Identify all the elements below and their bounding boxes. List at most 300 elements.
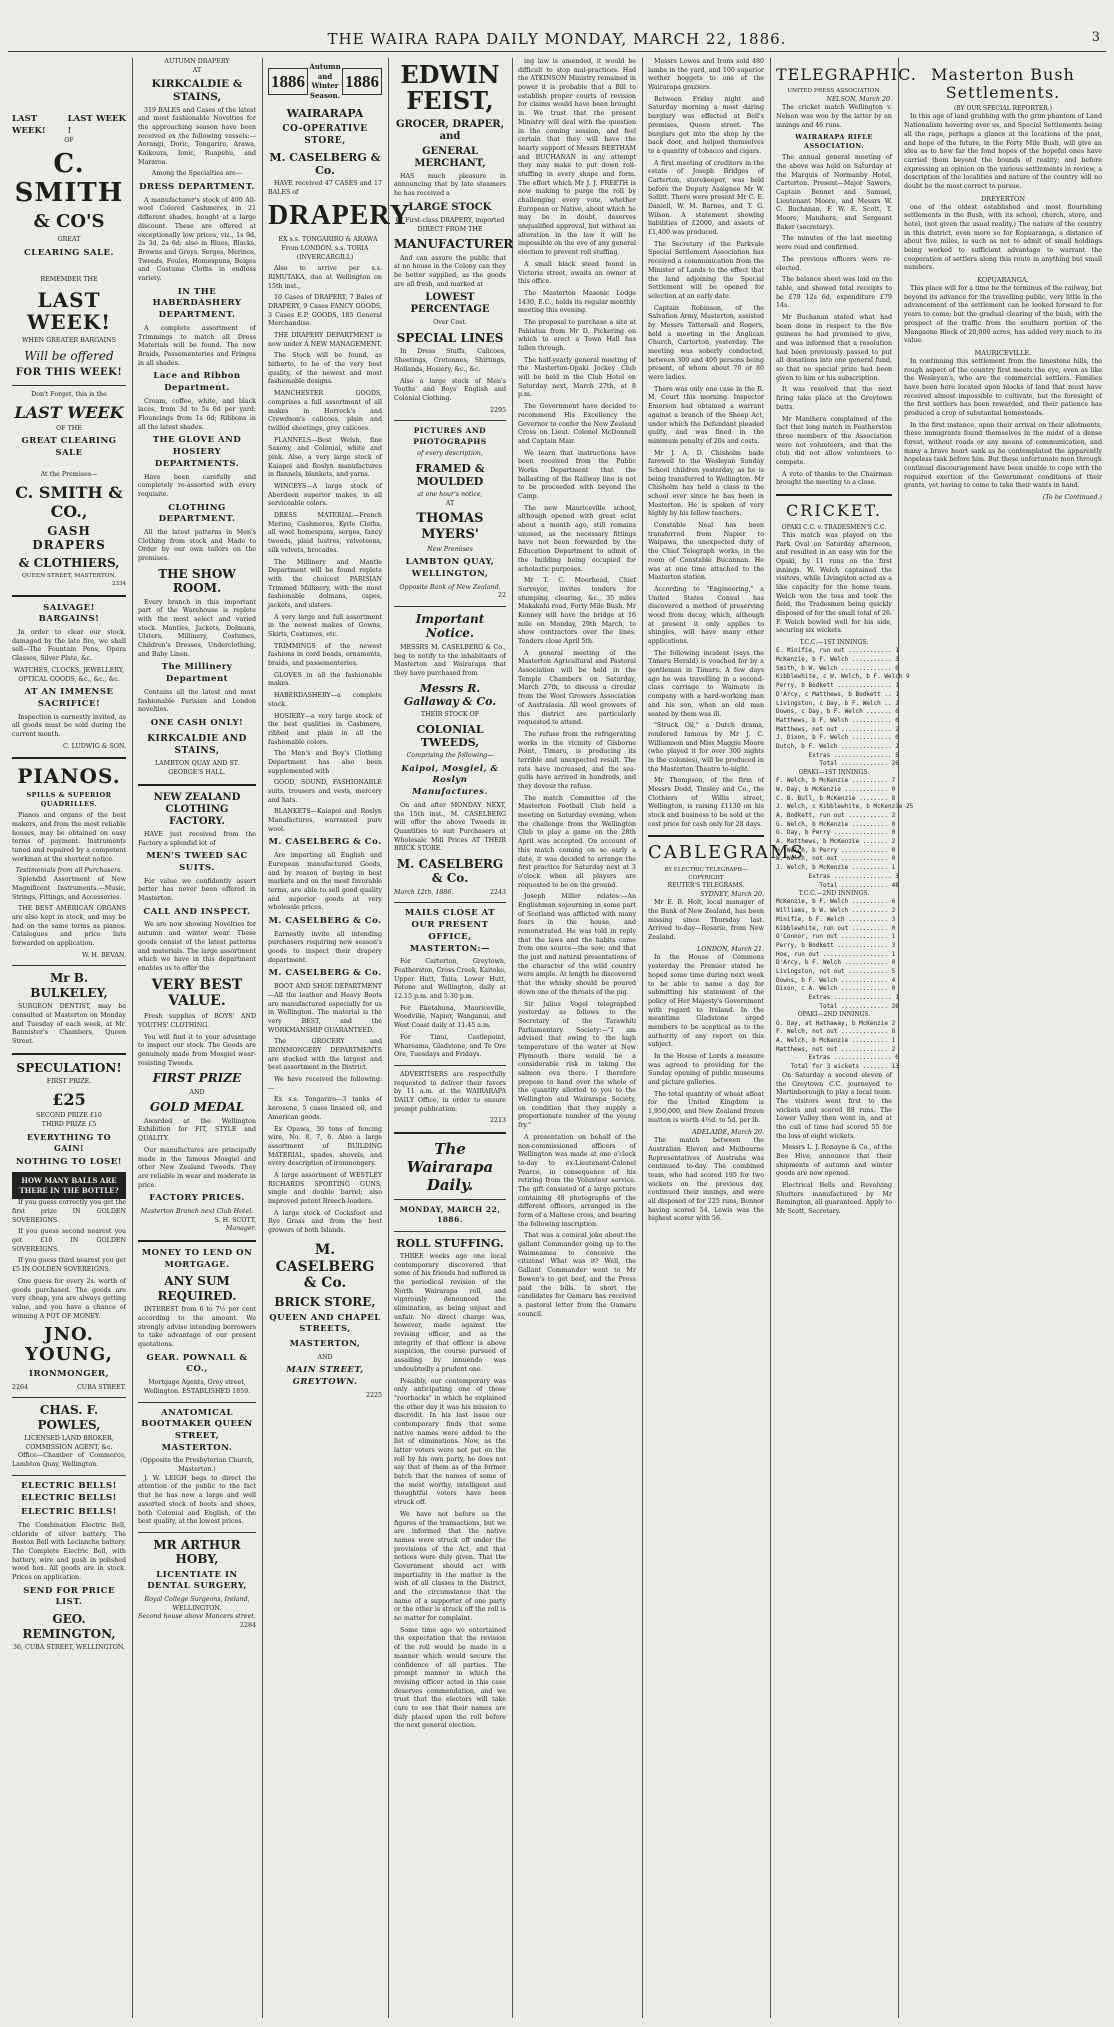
- ad-text: Office—Chamber of Commerce, Lambton Quay, Wellington.: [12, 1452, 126, 1469]
- ad-heading: DRAPERY: [268, 200, 411, 232]
- ad-text: For Tinui, Castlepoint, Whareama, Gladstone, and Te Ore Ore, Tuesdays and Fridays.: [394, 1033, 506, 1059]
- article-paragraph: In the first instance, upon their arrival on their allotments, these immigrants found themselves in the midst of a dense forest, without roads or any means of communication, and many a brave heart sank as he contemplated the apparently hopeless task before him. But these unfortunate men through continual discouragement have been unable to cope with the required exertion of the Government conditions of their grants, yet having to come to take their wants in hand.: [904, 421, 1102, 490]
- column-8: [904, 58, 1102, 2018]
- ad-text: Royal College Surgeons, Ireland,: [144, 1596, 250, 1604]
- section-subheading: REUTER'S TELEGRAMS.: [667, 882, 745, 890]
- section-subheading: MAURICEVILLE.: [974, 348, 1032, 357]
- ad-heading: 1886: [268, 68, 308, 95]
- ad-text: Testimonials from all Purchasers.: [15, 867, 123, 875]
- ad-text: 10 Cases of DRAPERY, 7 Bales of DRAPERY, 9 Cases FANCY GOODS, 3 Cases E.P. GOODS, 185 General Merchandise.: [268, 294, 382, 328]
- ad-text: Also a large stock of Men's Youths' and Boys' English and Colonial Clothing.: [394, 377, 506, 402]
- ad-heading: AT AN IMMENSE SACRIFICE!: [24, 687, 114, 709]
- ad-heading: M. CASELBERG & Co.: [275, 1241, 375, 1292]
- ad-number: 2295: [489, 406, 506, 414]
- article-paragraph: We have not before us the figures of the transactions, but we are informed that the native names were struck off under the provisions of the Act, and that notices were duly given. That the Government should act with impartiality in the matter is the wish of all classes in the District, and the circumstance that the name of a supporter of one party or the other is struck off the roll is no matter for complaint.: [394, 1510, 506, 1623]
- score-heading: T.C.C.—1ST INNINGS.: [799, 639, 869, 647]
- ad-text: MANCHESTER GOODS, comprises a full assortment of all makes in Horrock's and Crewdson's calicoes, plain and twilled sheetings, grey calicoes.: [268, 390, 382, 432]
- column-6: [648, 58, 805, 2018]
- article-paragraph: The minutes of the last meeting were read and confirmed.: [776, 235, 892, 252]
- article-paragraph: According to "Engineering," a United States Consul has discovered a method of preserving wood from decay, which, although at present it only applies to shingles, will have many other applications.: [648, 585, 764, 645]
- ad-text: If you guess correctly you get the first prize IN GOLDEN SOVEREIGNS.: [12, 1199, 126, 1224]
- article-paragraph: Messrs Lowes and Irons sold 480 lambs in the yard, and 100 superior wether hoggets to one of the Wairarapa graziers.: [648, 58, 764, 92]
- ad-text: HAVE just received from the Factory a splendid lot of: [138, 830, 256, 847]
- ad-text: A manufacturer's stock of 400 All-wool Colored Cashmeres, in 21 different shades, bought at a large discount. These are offered at exceptionally low prices, viz., 1s 9d, 2s 3d, 2s 6d; also in Blues, Blacks, Browns and Greys. Serges, Merinos, Tweeds, Foules, Homespuns, Beiges and Costume Cloths in endless variety.: [138, 196, 256, 282]
- ad-text: A large stock of Cocksfoot and Rye Grass and from the best growers of both Islands.: [268, 1209, 382, 1235]
- ad-text: If you guess second nearest you get £10 IN GOLDEN SOVEREIGNS.: [12, 1228, 126, 1253]
- page-number: 3: [1091, 30, 1100, 45]
- article-byline: (BY OUR SPECIAL REPORTER.): [953, 105, 1053, 113]
- continued-note: (To be Continued.): [1042, 494, 1102, 502]
- dateline: ADELAIDE, March 20.: [692, 1128, 764, 1136]
- ad-heading: GOLD MEDAL: [149, 1100, 245, 1115]
- article-heading: ROLL STUFFING.: [396, 1236, 504, 1250]
- ad-text: We are now showing Novelties for autumn and winter wear. These goods consist of the latest patterns and materials. The large assortment which we have in this department enables us to offer the: [138, 921, 256, 972]
- ad-heading: KIRKCALDIE AND STAINS,: [147, 733, 247, 757]
- ad-text: THEIR STOCK OF: [420, 710, 480, 718]
- ad-heading: JNO. YOUNG,: [25, 1324, 113, 1366]
- ad-heading: Lace and Ribbon Department.: [153, 371, 241, 393]
- ad-heading: BRICK STORE,: [274, 1295, 376, 1310]
- scorecard: McKenzie, b F. Welch .......... 6 Williams, b W. Welch .......... 2 Minifie, b F. Welch ........... 3 Kibblewhite, run out .......... 0 O'Connor, run out ............. 1 Perry, b Bodkett .............. 3 Hoe, run out .................. 1 D'Arcy, b F. Welch ............ 0 Livingston, not out ........... 5 Downs, b F. Welch ............. 4 Dixon, c A. Welch ............. 0 Extras ................ 1 Total ............. 26: [776, 898, 899, 1010]
- ad-heading: M. CASELBERG & Co.: [269, 150, 381, 177]
- ad-heading: LICENTIATE IN DENTAL SURGERY,: [147, 1569, 247, 1592]
- article-paragraph: The new Mauriceville school, although opened with great eclat about a month ago, still remains unused, as the necessary fittings have not been forwarded by the Education Department to admit of the building being occupied for scholastic purposes.: [518, 504, 636, 573]
- ad-text: DRESS MATERIAL—French Merino, Cashmeres, Kyrle Cloths, all wool homespuns, serges, fancy tweeds, plaid lustres, velveteens, silk velvets, brocades.: [268, 512, 382, 554]
- ad-heading: CLOTHING DEPARTMENT.: [158, 502, 236, 525]
- ad-heading: C. SMITH & CO.,: [15, 482, 123, 521]
- ad-text: Manager.: [225, 1225, 256, 1233]
- article-paragraph: Mr E. B. Holt, local manager of the Bank of New Zealand, has been missing since Thursday last. Arrived to-day—Rosarie, from New Zealand.: [648, 899, 764, 942]
- ad-heading: EVERYTHING TO GAIN!: [26, 1132, 112, 1154]
- article-paragraph: Between Friday night and Saturday morning a most daring burglary was effected at Bell's premises, Queen street. The burglars got into the shop by the back door, and helped themselves to a quantity of tobacco and cigars.: [648, 95, 764, 155]
- article-paragraph: The half-yearly general meeting of the Masterton-Opaki Jockey Club will be held in the Club Hotel on Saturday next, March 27th, at 8 p.m.: [518, 356, 636, 399]
- ad-text: J. W. LEIGH begs to direct the attention of the public to the fact that he has now a large and well assorted stock of boots and shoes, both Colonial and English, of the best quality, at the lowest prices.: [138, 1474, 256, 1526]
- article-paragraph: On Saturday a second eleven of the Greytown C.C. journeyed to Martinborough to play a local team. The visitors went first to the wickets and scored 88 runs. The Lower Valley then went in, and at the call of time had scored 55 for the loss of eight wickets.: [776, 1071, 892, 1140]
- column-rule: [770, 58, 771, 2018]
- ad-text: We have received the following:—: [268, 1076, 382, 1092]
- article-paragraph: This match was played on the Park Oval on Saturday afternoon, and resulted in an easy win for the Opaki, by 11 runs on the first innings. W. Welch captained the visitors, while Livingston acted as a like capacity for the home team. Welch won the toss and took the field, the Tradesmen being quickly disposed of for the small total of 26. F. Welch bowled well for his side, securing six wickets.: [776, 531, 892, 635]
- ad-heading: THE SHOW ROOM.: [158, 566, 236, 596]
- ad-text: March 12th, 1886.: [394, 888, 454, 896]
- ad-text: of every description,: [417, 449, 483, 457]
- ad-text: QUEEN STREET, MASTERTON.: [22, 573, 116, 580]
- ad-text: For Carterton, Greytown, Featherston, Cross Creek, Kaitoke, Upper Hutt, Taita, Lower Hutt, Petone and Wellington, daily at 12.15 p.m. and 5.30 p.m.: [394, 958, 506, 1001]
- ad-heading: GEO. REMINGTON,: [22, 1612, 116, 1641]
- ad-text: All the latest patterns in Men's Clothing from stock and Made to Order by our own tailors on the premises.: [138, 529, 256, 563]
- article-paragraph: The cricket match Wellington v. Nelson was won by the latter by an innings and 46 runs.: [776, 104, 892, 129]
- article-paragraph: The annual general meeting of the above was held on Saturday at the Marquis of Normanby Hotel, Carterton. Present—Major Sawers, Captain Bennet and Samuel, Lieutenant Moore, and Messrs W. C. Buchanan, F. W. E. Scott, T. Moore, Manihera, and Sergeant Baker (secretary).: [776, 154, 892, 231]
- article-paragraph: The match between the Australian Eleven and Melbourne Representatives of Australia was continued to-day. The combined team, who had scored 195 for two wickets on the previous day, continued their innings, and were all disposed of for 225 runs, Bonnor having scored 54. Lewis was the highest scorer with 56.: [648, 1137, 764, 1223]
- ad-text: Our manufactures are principally made in the famous Mosgiel and other New Zealand Tweeds. They are reliable in wear and moderate in price.: [138, 1146, 256, 1189]
- article-paragraph: Joseph Miller relates:—An Englishman sojourning in some part of Scotland was afflicted with many fears in the house, and remonstrated. He was told in reply that the laws and the habits came from one source—the sow; and that the just and natural presentations of the character of the wild country were ample. At length he discovered that the whisky should be poured down one of the throats of the pig.: [518, 893, 636, 996]
- ad-text: On and after MONDAY NEXT, the 15th inst., M. CASELBERG will offer the above Tweeds in Quantities to suit Purchasers at Wholesale Mill Prices AT THEIR BRICK STORE.: [394, 801, 506, 853]
- ad-text: THE DRAPERY DEPARTMENT is now under A NEW MANAGEMENT.: [268, 332, 382, 348]
- article-paragraph: That was a comical joke about the gallant Commander going up to the Waimeamea to conceive the citizens! What was it? Well, the Gallant Commander went to Mr Bowen's to get beef, and the Press paid the bills. In short the candidates for Oamaru has received a pastoral letter from the Oamaru council.: [518, 1232, 636, 1318]
- ad-text: Every branch in this important part of the Warehouse is replete with the most select and varied stock. Mantles, Jackets, Dolmans, Ulsters, Millinery, Costumes, Children's Dresses, Underclothing, and Baby Linen.: [138, 598, 256, 658]
- ad-text: EX s.s. TONGARIRO & ARAWA From LONDON. s.s. TORIA (INVERCARGILL): [278, 236, 378, 261]
- article-paragraph: A first meeting of creditors in the estate of Joseph Bridges of Carterton, storekeeper, was held before the Deputy Assignee Mr W. Sollitt. There were present Mr C. E. Daniell, W. M. Barnes, and T. G. Wilson. A statement showing liabilities of £2000, and assets of £1,400 was produced.: [648, 159, 764, 237]
- ad-text: HAVE received 47 CASES and 17 BALES of: [268, 180, 382, 196]
- ad-heading: MAILS CLOSE AT OUR PRESENT OFFICE, MASTERTON:—: [404, 908, 496, 954]
- article-paragraph: Constable Neal has been transferred from Napier to Waipawa, the unexpected duty of the Chief Telegraph works, in the room of Constable Bucannan. He was at one time attached to the Masterton station.: [648, 522, 764, 582]
- article-paragraph: Some time ago we entertained the expectation that the revision of the roll would be made in a manner which would secure the confidence of all parties. The prompt manner in which the revising officer acted in this case deserves commendation, and we trust that the electors will take care to see that their names are duly placed upon the roll before the next general election.: [394, 1626, 506, 1730]
- ad-text: Fresh supplies of BOYS' AND YOUTHS' CLOTHING.: [138, 1013, 256, 1029]
- article-paragraph: "Struck Oil," a Dutch drama, rendered famous by Mr J. C. Williamson and Miss Maggie Moore (who played it for over 300 nights in the colonies), will be produced in the Masterton Theatre to-night.: [648, 722, 764, 773]
- ad-heading: LAST WEEK: [14, 402, 124, 422]
- article-paragraph: A general meeting of the Masterton Agricultural and Pastoral Association will be held in the Temple Chambers on Saturday, March 27th, to discuss a circular from the Wool Growers Association of Australasia. All wool growers of this district are particularly requested to attend.: [518, 649, 636, 727]
- ad-text: Contains all the latest and most fashionable Parisian and London novelties.: [138, 688, 256, 714]
- ad-text: LICENSED LAND BROKER, COMMISSION AGENT, &c.: [24, 1435, 114, 1451]
- ad-text: GREAT: [57, 235, 81, 243]
- ad-heading: M. CASELBERG & Co.: [268, 837, 382, 848]
- ad-text: And can assure the public that at no house in the Colony can they be better supplied, as the goods are all fresh, and marked at: [394, 254, 506, 288]
- score-heading: OPAKI—2ND INNINGS.: [797, 1011, 871, 1019]
- ad-signature: S. H. SCOTT,: [214, 1216, 256, 1224]
- ad-text: MESSRS M. CASELBERG & Co., beg to notify to the inhabitants of Masterton and Wairarapa that they have purchased from: [394, 643, 506, 677]
- ad-heading: SPECIAL LINES: [396, 331, 504, 346]
- section-heading: CRICKET.: [786, 501, 882, 521]
- score-heading: T.C.C.—2ND INNINGS.: [798, 890, 870, 898]
- ad-heading: Mr B. BULKELEY,: [30, 971, 108, 1000]
- ad-heading: M. CASELBERG & Co.: [268, 968, 382, 979]
- article-paragraph: ing law is amended, it would be difficult to stop mal-practices. Had the ATKINSON Ministry remained in power it is probable that a Bill to establish proper courts of revision for claims would have been brought in. We trust that the present Ministry will deal with the question in the coming session, and feel certain that they will have the hearty support of Messrs BEETHAM and BUCHANAN in any attempt they may make to put down roll-stuffing in every shape and form. The effort which Mr J. J. FREETH is now making to purge the roll by challenging every vote, whether European or Native, about which he may be in doubt, deserves unqualified approval, but without an alteration in the law it will be impossible on the eve of any general election to prevent roll stuffing.: [518, 58, 636, 257]
- ad-text: THIRD PRIZE £5: [41, 1120, 97, 1128]
- ad-heading: WAIRARAPA: [286, 106, 364, 120]
- ad-heading: GREAT CLEARING SALE: [21, 436, 117, 459]
- ad-heading: FACTORY PRICES.: [149, 1193, 245, 1204]
- ad-text: You will find it to your advantage to inspect our stock. The Goods are genuinely made from Mosgiel wear-resisting Tweeds.: [138, 1033, 256, 1067]
- article-paragraph: THREE weeks ago one local contemporary discovered that some of his friends had suffered in the periodical revision of the North Wairarapa roll, and vigorously denounced the elimination, as being unjust and unfair. No direct charge was, however, made against the revising officer, and as the integrity of that officer is above suspicion, the course pursued of assailing by innuendo was undoubtedly a prudent one.: [394, 1252, 506, 1373]
- article-paragraph: Mr Manihera complained of the fact that long match in Featherston three members of the Association were not volunteers, and that the club did not allow volunteers to compete.: [776, 415, 892, 466]
- masthead: [0, 0, 1114, 60]
- ad-heading: MASTERTON,: [289, 1338, 361, 1349]
- ad-text: Among the Specialties are—: [151, 170, 243, 178]
- ad-heading: HOW MANY BALLS ARE THERE IN THE BOTTLE?: [12, 1172, 126, 1199]
- column-rule: [262, 58, 263, 2018]
- ad-text: A very large and full assortment in the newest makes of Gowns, Skirts, Costumes, etc.: [268, 613, 382, 639]
- ad-text: Awarded at the Wellington Exhibition for FIT, STYLE and QUALITY.: [138, 1117, 256, 1143]
- ad-heading: ANY SUM REQUIRED.: [157, 1274, 237, 1303]
- ad-text: AUTUMN DRAPERY: [164, 58, 230, 65]
- article-paragraph: A presentation on behalf of the non-commissioned officers of Wellington was made at one o'clock to-day to ex-Lieutenant-Colonel Pearce, in consequence of his retiring from the Volunteer service. The gift consisted of a large picture containing 48 photographs of the different officers, arranged in the form of a Maltese cross, and bearing the following inscription.: [518, 1133, 636, 1228]
- ad-signature: W. H. BEVAN.: [82, 951, 126, 959]
- ad-heading: PIANOS.: [17, 764, 121, 789]
- ad-text: AT: [445, 499, 455, 507]
- ad-text: Ex s.s. Tongariro—3 tanks of kerosene, 5 cases linseed oil, and American goods.: [268, 1096, 382, 1121]
- dateline: NELSON, March 20.: [826, 95, 892, 103]
- ad-text: THE BEST AMERICAN ORGANS are also kept in stock, and may be had on the same terms as pianos. Catalogues and price lists forwarded on application.: [12, 905, 126, 947]
- column-7: [776, 58, 917, 2018]
- ad-heading: Important Notice.: [415, 612, 485, 641]
- article-paragraph: A vote of thanks to the Chairman brought the meeting to a close.: [776, 470, 892, 487]
- ad-text: WELLINGTON.: [172, 1604, 222, 1612]
- ad-heading: THE GLOVE AND HOSIERY DEPARTMENTS.: [152, 435, 242, 469]
- ad-heading: QUEEN AND CHAPEL STREETS,: [269, 1312, 381, 1335]
- ad-heading: 1886: [342, 68, 382, 95]
- ad-text: Mortgage Agents, Grey street, Wellington. ESTABLISHED 1859.: [143, 1379, 251, 1395]
- ad-text: BLANKETS—Kaiapoi and Roslyn Manufactures, warranted pure wool.: [268, 808, 382, 833]
- section-subheading: DREYERTON: [980, 194, 1026, 203]
- ad-heading: The Millinery Department: [161, 662, 233, 685]
- ad-heading: LAST WEEK!: [12, 114, 46, 136]
- ad-heading: & CLOTHIERS,: [18, 555, 120, 570]
- ad-text: 319 BALES and Cases of the latest and most fashionable Novelties for the approaching season have been received ex the following vessels:—Aorangi, Doric, Tongariro, Arawa, Kaikoura, Ionic, Ruapehu, and Mararoa.: [138, 106, 256, 166]
- article-paragraph: In the House of Commons yesterday the Premier stated he hoped some time during next week to be able to name a day for submitting his statement of the policy of Her Majesty's Government with regard to Ireland. In the meantime Gladstone urged members to be sceptical as to the authority of any report on this subject.: [648, 954, 764, 1049]
- article-paragraph: In the House of Lords a measure was agreed to providing for the Sunday opening of public museums and picture galleries.: [648, 1053, 764, 1087]
- ad-text: For Eketahuna, Mauriceville, Woodville, Napier, Wanganui, and West Coast daily at 11.45 a.m.: [394, 1004, 506, 1030]
- column-rule: [642, 58, 643, 2018]
- ad-heading: M. CASELBERG & Co.: [268, 916, 382, 927]
- ad-text: CUBA STREET.: [76, 1383, 126, 1391]
- ad-number: 2243: [489, 888, 506, 896]
- article-paragraph: The proposal to purchase a site at Pahiatua from Mr D. Pickering on which to erect a Town Hall has fallen through.: [518, 318, 636, 352]
- section-subheading: OPAKI C.C. v. TRADESMEN'S C.C.: [781, 523, 887, 531]
- dateline: SYDNEY, March 20.: [700, 890, 764, 898]
- ad-text: Cream, coffee, white, and black laces, from 3d to 5s 6d per yard; Flouncings from 1s 6d; Ribbons in all the latest shades.: [138, 397, 256, 431]
- ad-heading: ANATOMICAL BOOTMAKER QUEEN STREET, MASTERTON.: [141, 1407, 253, 1453]
- ad-heading: Messrs R. Gallaway & Co.: [403, 681, 497, 708]
- column-rule: [132, 58, 133, 2018]
- ad-heading: ELECTRIC BELLS! ELECTRIC BELLS!: [21, 1480, 117, 1503]
- ad-heading: NEW ZEALAND CLOTHING FACTORY.: [153, 791, 241, 827]
- ad-text: New Premises: [427, 545, 473, 553]
- section-subheading: BY ELECTRIC TELEGRAPH—COPYRIGHT: [664, 867, 748, 881]
- column-rule: [898, 58, 899, 2018]
- article-paragraph: Sir Julius Vogel telegraphed yesterday as follows to the Secretary of the Tarawhiti Parliamentary Society:—"I am advised that owing to the high temperature of the water at New Plymouth there would be a considerable risk in taking the salmon ova there. I therefore propose to hand over the whole of the quantity allotted to you to the Wellington and Wairarapa Society, on condition that they supply a proportionate number of the young fry.": [518, 1000, 636, 1130]
- ad-text: In order to clear our stock, damaged by the late fire, we shall sell—The Fountain Pens, Opera Glasses, Silver Plate, &c.: [12, 629, 126, 663]
- section-heading: CABLEGRAMS: [648, 842, 805, 864]
- ad-heading: CALL AND INSPECT.: [143, 906, 251, 917]
- ad-text: GOOD, SOUND, FASHIONABLE suits, trousers and vests, mercery and hats.: [268, 779, 382, 804]
- ad-heading: M. CASELBERG & Co.: [396, 857, 504, 886]
- ad-text: ADVERTISERS are respectfully requested to deliver their favors by 11 a.m. at the WAIRARAPA DAILY Office, in order to ensure prompt publication.: [394, 1070, 506, 1113]
- ad-heading: VERY BEST VALUE.: [151, 976, 243, 1010]
- article-paragraph: The refuse from the refrigerating works in the vicinity of Gisborne Point, Timaru, is producing its terrible and unexpected result. The rats have increased, and the sea-gulls have arrived in hundreds, and they devour the refuse.: [518, 730, 636, 790]
- ad-number: 2284: [239, 1622, 256, 1630]
- scorecard: F. Welch, b McKenzie .......... 7 W. Day, b McKenzie ............ 0 C. B. Bull, b McKenzie ........ 8 J. Welch, c Kibblewhite, b McKenzie 25 A. Bodkett, run out ........... 2 G. Welch, b McKenzie .......... 0 G. Day, b Perry ............... 0 A. Matthews, b McKenzie ....... 2 H. Welch, b Perry ............. 0 W. Welch, not out ............. 0 J. Welch, b McKenzie .......... 1 Extras ................ 3 Total ............. 48: [776, 777, 914, 889]
- ad-text: At the Premises—: [40, 470, 98, 478]
- ad-text: INTEREST from 6 to 7½ per cent according to the amount. We strongly advise intending borrowers to take advantage of our present quotations.: [138, 1306, 256, 1348]
- dateline: LONDON, March 21.: [697, 945, 764, 953]
- section-subheading: UNITED PRESS ASSOCIATION.: [787, 87, 881, 94]
- ad-text: Have been carefully and completely re-assorted with every requisite.: [138, 473, 256, 498]
- ad-number: 2334: [112, 581, 126, 588]
- scorecard: E. Minifie, run out ............ 1 McKenzie, b F. Welch ........... 3 Smith, b W. Welch .............. 0 Kibblewhite, c W. Welch, b F. Welch 9 Perry, b Bodkett ............... 1 D'Arcy, c Matthews, b Bodkett .. 1 Livingston, c Day, b F. Welch .. 2 Downs, c Day, b F. Welch ....... 0 Matthews, b F. Welch ........... 0 Matthews, not out .............. 2 J. Dixon, b F. Welch ........... 0 Dutch, b F. Welch .............. 2 Extras ................ 5 Total ............. 26: [776, 647, 910, 768]
- ad-text: LAMBTON QUAY AND ST. GEORGE'S HALL.: [154, 760, 240, 777]
- article-paragraph: Electrical Bells and Revolving Shutters manufactured by Mr Remington, all guaranteed. Apply to Mr Scott, Secretary.: [776, 1182, 892, 1216]
- ad-heading: CHAS. F. POWLES,: [37, 1403, 101, 1432]
- ad-signature: C. LUDWIG & SON.: [63, 742, 126, 750]
- ad-text: FLANNELS—Best Welsh, fine Saxony, and Colonial, white and pink. Also, a very large stock of Kaiapoi and Roslyn manufactures in flannels, blankets, and yarns.: [268, 436, 382, 479]
- masthead-title: THE WAIRA RAPA DAILY MONDAY, MARCH 22, 1886.: [327, 30, 787, 48]
- ad-heading: IN THE HABERDASHERY DEPARTMENT.: [152, 286, 242, 321]
- ad-heading: SEND FOR PRICE LIST.: [23, 1585, 115, 1608]
- ad-text: Masterton Branch next Club Hotel.: [140, 1207, 254, 1215]
- ad-heading: MR ARTHUR HOBY,: [153, 1537, 241, 1567]
- column-4: [394, 58, 514, 2018]
- ad-text: 36, CUBA STREET, WELLINGTON.: [13, 1643, 125, 1651]
- ad-text: A large assortment of WESTLEY RICHARDS SPORTING GUNS, single and double barrel; also improved patent Breech-loaders.: [268, 1171, 382, 1206]
- section-subheading: KOPUARANGA.: [977, 276, 1029, 285]
- ad-heading: SALVAGE! BARGAINS!: [38, 602, 100, 625]
- ad-heading: LAST WEEK!: [26, 288, 112, 334]
- ad-heading: C. SMITH: [14, 149, 124, 208]
- ad-heading: GROCER, DRAPER, and: [395, 118, 505, 142]
- scorecard: G. Day, at Hathaway, b McKenzie 2 F. Welch, not out ............. 8 A. Welch, b McKenzie .......... 1 Matthews, not out ............. 2 Extras ................ 0 Total for 3 wickets ....... 13: [776, 1019, 899, 1071]
- article-paragraph: Messrs L. J. Ronayne & Co., of the Bee Hive, announce that their shipments of autumn and winter goods are now opened.: [776, 1144, 892, 1178]
- ad-heading: CO-OPERATIVE STORE,: [282, 123, 368, 147]
- ad-heading: LAST WEEK !: [67, 114, 126, 136]
- ad-text: AND: [189, 1088, 205, 1096]
- ad-heading: MAIN STREET, GREYTOWN.: [286, 1365, 364, 1388]
- ad-text: GLOVES in all the fashionable makes.: [268, 671, 382, 688]
- ad-heading: MANUFACTURER: [394, 237, 514, 252]
- ad-text: WINCEYS—A large stock of Aberdeen superior makes, in all serviceable colors.: [268, 483, 382, 508]
- ad-heading: KIRKCALDIE & STAINS,: [151, 78, 243, 103]
- ad-text: SECOND PRIZE £10: [36, 1111, 102, 1119]
- article-paragraph: The Government have decided to recommend His Excellency the Governor to confer the New Zealand Cross on Lieut. Colonel McDonnell and Captain Mair.: [518, 403, 636, 445]
- article-paragraph: A small black steed found in Victoria street, awaits an owner at this office.: [518, 260, 636, 286]
- ad-text: Over Cost.: [433, 319, 467, 327]
- ad-text: The Millinery and Mantle Department will be found replete with the choicest PARISIAN Trimmed Millinery, with the most fashionable dolmans, capes, jackets, and ulsters.: [268, 558, 382, 609]
- ad-text: For value we confidently assert better has never been offered in Masterton.: [138, 877, 256, 903]
- ad-heading: MEN'S TWEED SAC SUITS.: [146, 851, 248, 873]
- article-paragraph: The total quantity of wheat afloat for the United Kingdom is 1,950,000, and New Zealand frozen mutton is worth 4½d. to 5d. per lb.: [648, 1090, 764, 1124]
- ad-heading: SPECULATION!: [16, 1060, 122, 1075]
- ad-number: 2213: [489, 1117, 506, 1125]
- ad-text: AT: [192, 66, 202, 74]
- ad-text: Splendid Assortment of New Magnificent Instruments.—Music, Strings, Fittings, and Accessories.: [12, 876, 126, 901]
- ad-text: FIRST PRIZE.: [46, 1077, 92, 1085]
- ad-text: Comprising the following—: [406, 752, 494, 760]
- section-heading: TELEGRAPHIC.: [776, 65, 917, 84]
- ad-text: Are importing all English and European manufactured Goods, and by reason of buying in best markets and on the most favorable terms, are able to sell good quality and superior goods at very wholesale prices.: [268, 852, 382, 912]
- article-paragraph: The match Committee of the Masterton Football Club held a meeting on Saturday evening, when the challenge from the Wellington Club to play a game on the 28th April was accepted. On account of this match coming on so early a date, it was decided to arrange the first practice for Saturday next at 3 o'clock when all players are requested to be on the ground.: [518, 794, 636, 889]
- ad-text: Opposite Bank of New Zealand.: [399, 583, 501, 591]
- article-paragraph: Possibly, our contemporary was only anticipating one of those "roorbacks" in which he explained the other day it was his mission to discredit. In his last issue our contemporary finds that some native names were added to the list of eliminations. Now, as the latter voters were not put on the roll by his own party, he does not say that of them as of the former batch that the names of some of the most worthy, intelligent and thoughtful voters have been struck off.: [394, 1377, 506, 1507]
- article-paragraph: The following incident (says the Timaru Herald) is vouched for by a gentleman in Timaru. A few days ago he was travelling in a second-class carriage to Waimate in company with a hard-working man and his son, when an old man seated by them was ill.: [648, 649, 764, 718]
- ad-text: A complete assortment of Trimmings to match all Dress Materials will be found. The new Braids, Passementeries and Fringes in all shades.: [138, 324, 256, 367]
- article-paragraph: Mr T. C. Moorhead, Chief Surveyor, invites tenders for stumping, clearing, &c., 35 miles Makakahi road, Forty Mile Bush. Mr Kenney will have the bridge at 16 mile on Monday, 29th March, to show contractors over the lines. Tenders close April 5th.: [518, 577, 636, 645]
- article-paragraph: Mr Thompson, of the firm of Messrs Dodd, Tinsley and Co., the Clothiers of Willis street, Wellington, is raising £1130 on his stock and business to be sold at the cost price for cash only for 28 days.: [648, 777, 764, 828]
- newspaper-nameplate: The Wairarapa Daily.: [406, 1140, 494, 1195]
- ad-heading: ONE CASH ONLY!: [150, 717, 244, 728]
- ad-heading: EDWIN FEIST,: [400, 60, 500, 116]
- ad-heading: PICTURES AND PHOTOGRAPHS: [413, 426, 487, 446]
- article-paragraph: The previous officers were re-elected.: [776, 255, 892, 272]
- article-heading: Masterton Bush Settlements.: [931, 65, 1075, 102]
- issue-date: MONDAY, MARCH 22, 1886.: [399, 1205, 501, 1225]
- ad-text: (Opposite the Presbyterian Church, Masterton.): [140, 1457, 254, 1474]
- ad-text: SURGEON DENTIST, may be consulted at Masterton on Monday and Tuesday of each week, at Mr. Bannister's Chambers, Queen Street.: [12, 1003, 126, 1045]
- ad-heading: £25: [52, 1089, 86, 1109]
- ad-heading: FOR THIS WEEK!: [15, 367, 123, 379]
- article-paragraph: The Secretary of the Parkvale Special Settlement Association has received a communication from the Minister of Lands to the effect that the land adjoining the Special Settlement will be opened for selection at an early date.: [648, 240, 764, 300]
- ad-heading: LAMBTON QUAY, WELLINGTON,: [405, 557, 495, 579]
- ad-heading: DRESS DEPARTMENT.: [139, 182, 255, 193]
- ad-text: Earnestly invite all intending purchasers requiring new season's goods to inspect their drapery department.: [268, 930, 382, 964]
- article-paragraph: It was resolved that the next firing take place at the Greytown butts.: [776, 386, 892, 411]
- article-paragraph: There was only one case in the R. M. Court this morning. Inspector Emerson had obtained a warrant against a branch of the Sheep Act, under which the Defendant pleaded guilty, and was fined in the minimum penalty of 20s and costs.: [648, 385, 764, 445]
- ad-heading: LOWEST PERCENTAGE: [410, 292, 490, 316]
- ad-heading: THOMAS MYERS': [416, 511, 484, 542]
- ad-text: WHEN GREATER BARGAINS: [22, 337, 116, 344]
- ad-text: The Men's and Boy's Clothing Department has also been supplemented with: [268, 750, 382, 775]
- article-paragraph: The balance sheet was laid on the table, and showed total receipts to be £79 12s 6d, expenditure £79 14s.: [776, 276, 892, 310]
- ad-heading: FIRST PRIZE: [152, 1071, 242, 1086]
- ad-text: HABERDASHERY—a complete stock.: [268, 692, 382, 708]
- ad-heading: IRONMONGER,: [28, 1368, 110, 1379]
- ad-text: AND: [317, 1353, 333, 1361]
- ad-text: at one hour's notice,: [417, 491, 483, 498]
- ad-text: The Combination Electric Bell, chloride of silver battery. The Boston Bell with Leclanche battery. The Complete Electric Bell, with battery, wire and push in polished wood box. All goods are in stock. Prices on application.: [12, 1521, 126, 1582]
- ad-text: Second house above Mancers street.: [138, 1613, 256, 1621]
- article-paragraph: In continuing this settlement from the limestone hills, the rough aspect of the country first meets the eye, even as like the Wesleyan's, who are the commercial settlers. Families have been here located upon blocks of land that must have received almost impossible to cultivate, but the foresight of the first settlers has been rewarded, and their patience has produced a crop of substantial homesteads.: [904, 357, 1102, 417]
- column-rule: [512, 58, 513, 2018]
- ad-heading: Kaipoi, Mosgiel, & Roslyn Manufactures.: [401, 763, 499, 798]
- column-3: [268, 58, 411, 2018]
- column-5: [518, 58, 636, 2018]
- ad-heading: LARGE STOCK: [408, 201, 492, 213]
- article-paragraph: one of the oldest established and most flourishing settlements in the Bush, with its school, church, store, and hotel, (not given the usual reality.) The nature of the country in this district, even more so for Kopuaranga, a distance of about five miles, is such as not to admit of small holdings being worked to sufficient advantage to warrant the cooperation of settlers along this route in anything but small numbers.: [904, 203, 1102, 272]
- article-paragraph: Mr J. A. D. Chisholm bade farewell to the Wesleyan Sunday School children yesterday, as he is being transferred to Wellington. Mr Chisholm has held a class in the school ever since he has been in Masterton. He is spoken of very highly by his fellow teachers.: [648, 449, 764, 518]
- ad-number: 22: [497, 592, 506, 600]
- ad-text: Ex Opawa, 30 tons of fencing wire, No. 8, 7, 6. Also a large assortment of BUILDING MATERIAL, spades, shovels, and every description of ironmongery.: [268, 1125, 382, 1168]
- ad-text: One guess for every 2s. worth of goods purchased. The goods are very cheap, you are always getting value, and you have a chance of winning A POT OF MONEY.: [12, 1277, 126, 1320]
- ad-number: 2225: [365, 1391, 382, 1399]
- ad-text: HAS much pleasure in announcing that by late steamers he has received a: [394, 172, 506, 198]
- ad-text: The GROCERY and IRONMONGERY DEPARTMENTS are stocked with the largest and best assortment in the District.: [268, 1038, 382, 1072]
- ad-text: Don't Forget, this is the: [31, 390, 107, 398]
- article-paragraph: In this age of land grabbing with the grim phantom of Land Nationalism hovering over us, and Special Settlements being all the rage, perhaps a glance at the locations of the past, and hope of the future, in the Forty Mile Bush, will give an idea as to how far the fond hopes of the hopeful ones have carried them beyond the bounds of reality; and before expressing an opinion on the various settlements in review, a description of the localities and nature of the country will no doubt be the most correct to pursue.: [904, 113, 1102, 190]
- ad-heading: & CO'S: [33, 211, 105, 233]
- article-paragraph: The Masterton Masonic Lodge 1430, E.C., holds its regular monthly meeting this evening.: [518, 289, 636, 315]
- ad-heading: NOTHING TO LOSE!: [16, 1157, 122, 1168]
- ad-heading: Autumn and Winter Season.: [309, 62, 341, 100]
- article-paragraph: We learn that instructions have been received from the Public Works Department that the ballasting of the Railway line is not to be proceeded with beyond the Camp.: [518, 449, 636, 500]
- column-rule: [388, 58, 389, 2018]
- ad-text: OF: [64, 137, 74, 145]
- ad-heading: GENERAL MERCHANT,: [414, 145, 486, 169]
- ad-text: Pianos and organs of the best makers, and from the most reliable houses, may be obtained on easy terms of payment. Instruments tuned and repaired by a competent workman at the shortest notice.: [12, 812, 126, 863]
- article-paragraph: Captain Robinson, of the Salvation Army, Masterton, assisted by Messrs Tattersall and Rogers, held a meeting in the Anglican Church, Carterton, yesterday. The meeting was soberly conducted, between 300 and 400 persons being present, of whom about 70 or 80 were ladies.: [648, 304, 765, 382]
- ad-heading: SPILLS & SUPERIOR QUADRILLES.: [26, 791, 112, 809]
- article-heading: WAIRARAPA RIFLE ASSOCIATION.: [795, 133, 873, 151]
- masthead-rule: [8, 51, 1106, 52]
- ad-heading: FRAMED & MOULDED: [415, 461, 485, 488]
- ad-heading: ELECTRIC BELLS!: [21, 1507, 117, 1518]
- column-1: [12, 58, 126, 2018]
- column-2: [138, 58, 256, 2018]
- ad-text: If you guess third nearest you get £5 IN GOLDEN SOVEREIGNS.: [12, 1257, 126, 1274]
- ad-text: TRIMMINGS of the newest fashions in cord beads, ornaments, braids, and passementeries.: [268, 642, 382, 668]
- ad-text: BOOT AND SHOE DEPARTMENT—All the leather and Heavy Boots are manufactured especially for us in Wellington. The material is the very BEST, and the WORKMANSHIP GUARANTEED.: [268, 983, 382, 1034]
- ad-heading: GASH DRAPERS: [32, 523, 106, 553]
- ad-heading: MONEY TO LEND ON MORTGAGE.: [141, 1248, 253, 1270]
- ad-text: The Stock will be found, as hitherto, to be of the very best quality, of the newest and most fashionable designs.: [268, 352, 382, 386]
- ad-text: In Dress Stuffs, Calicoes, Sheetings, Cretonnes, Shirtings, Hollands, Hosiery, &c., &c.: [394, 348, 506, 373]
- article-paragraph: This place will for a time be the terminus of the railway, but beyond its advance for the travelling public, very little in the advancement of the settlement can be looked forward to for years to come; but the gradual clearing of the bush, with the prospect of the traffic from the southern portion of the Mangaone Block of 20,000 acres, has added very much to its value.: [904, 285, 1102, 345]
- ad-heading: CLEARING SALE.: [24, 247, 114, 258]
- ad-text: DIRECT FROM THE: [417, 225, 483, 233]
- ad-text: WATCHES, CLOCKS, JEWELLERY, OPTICAL GOODS, &c., &c., &c.: [13, 666, 125, 683]
- ad-heading: COLONIAL TWEEDS,: [416, 722, 484, 749]
- ad-text: OF THE: [56, 424, 82, 432]
- ad-text: Inspection is earnestly invited, as all goods must be sold during the current month.: [12, 713, 126, 739]
- ad-text: HOSIERY—a very large stock of the best qualities in Cashmere, ribbed and plain in all the fashionable colors.: [268, 712, 382, 746]
- ad-text: Also to arrive per s.s. RIMUTAKA, due at Wellington on 15th inst.,: [268, 265, 382, 290]
- ad-heading: Will be offered: [24, 348, 114, 363]
